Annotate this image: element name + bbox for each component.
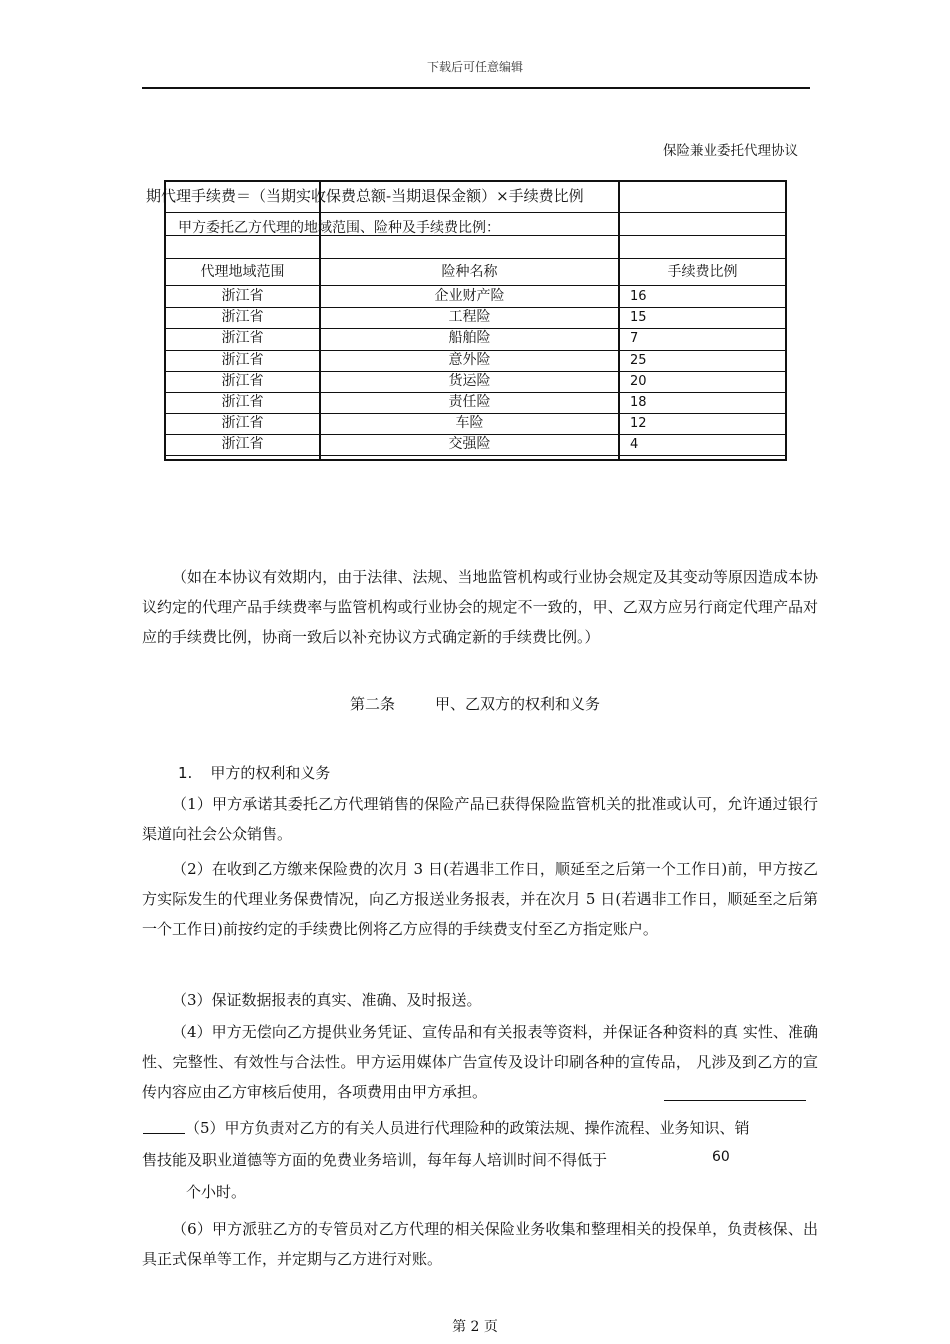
header-note: 下载后可任意编辑 xyxy=(426,60,523,74)
item-heading xyxy=(178,762,330,783)
cell-rate: 25 xyxy=(630,353,647,368)
fill-underline xyxy=(143,1133,185,1134)
cell-rate: 15 xyxy=(630,310,647,325)
clause-1: （1）甲方承诺其委托乙方代理销售的保险产品已获得保险监管机关的批准或认可，允许通过银行渠道向社会公众销售。 xyxy=(142,795,818,843)
header-rate: 手续费比例 xyxy=(667,264,738,280)
clause-6: （6）甲方派驻乙方的专管员对乙方代理的相关保险业务收集和整理相关的投保单，负责核保、出具正式保单等工作，并定期与乙方进行对账。 xyxy=(142,1220,818,1268)
cell-rate: 18 xyxy=(630,395,647,410)
page-number: 第 2 页 xyxy=(452,1319,498,1335)
cell-product: 货运险 xyxy=(448,373,491,389)
clause-5-line-2: 售技能及职业道德等方面的免费业务培训，每年每人培训时间不得低于 xyxy=(142,1151,608,1169)
cell-region: 浙江省 xyxy=(221,352,264,368)
cell-product: 船舶险 xyxy=(448,330,491,346)
clause-2: （2）在收到乙方缴来保险费的次月 3 日(若遇非工作日，顺延至之后第一个工作日)前，甲方按乙方实际发生的代理业务保费情况，向乙方报送业务报表，并在次月 5 日(若遇非工作日，顺延至之后第一个工作日)前按约定的手续费比例将乙方应得的手续费支付至乙方指定账户。 xyxy=(142,860,818,938)
header-divider xyxy=(142,87,810,89)
cell-product: 企业财产险 xyxy=(434,288,505,304)
clause-5-line-1: （5）甲方负责对乙方的有关人员进行代理险种的政策法规、操作流程、业务知识、销 xyxy=(185,1119,750,1137)
cell-product: 交强险 xyxy=(448,436,491,452)
cell-region: 浙江省 xyxy=(221,373,264,389)
cell-region: 浙江省 xyxy=(221,288,264,304)
fee-formula: 期代理手续费＝（当期实收保费总额-当期退保金额）×手续费比例 xyxy=(146,187,584,205)
table-row-divider xyxy=(164,212,787,213)
section-title xyxy=(0,693,950,714)
header-product: 险种名称 xyxy=(441,264,498,280)
table-row-divider xyxy=(164,258,787,259)
table-row-divider xyxy=(164,455,787,456)
cell-product: 责任险 xyxy=(448,394,491,410)
cell-rate: 12 xyxy=(630,416,647,431)
note-paragraph: （如在本协议有效期内，由于法律、法规、当地监管机构或行业协会规定及其变动等原因造成本协议约定的代理产品手续费率与监管机构或行业协会的规定不一致的，甲、乙双方应另行商定代理产品对应的手续费比例，协商一致后以补充协议方式确定新的手续费比例。） xyxy=(142,568,818,646)
section-heading: 甲、乙双方的权利和义务 xyxy=(435,695,601,713)
cell-region: 浙江省 xyxy=(221,415,264,431)
cell-region: 浙江省 xyxy=(221,394,264,410)
header-region: 代理地域范围 xyxy=(200,264,285,280)
cell-region: 浙江省 xyxy=(221,309,264,325)
cell-rate: 7 xyxy=(630,331,639,346)
cell-region: 浙江省 xyxy=(221,330,264,346)
clause-4: （4）甲方无偿向乙方提供业务凭证、宣传品和有关报表等资料，并保证各种资料的真 实性、准确性、完整性、有效性与合法性。甲方运用媒体广告宣传及设计印刷各种的宣传品， 凡涉及到乙方的宣传内容应由乙方审核后使用，各项费用由甲方承担。 xyxy=(142,1023,818,1101)
clause-3: （3）保证数据报表的真实、准确、及时报送。 xyxy=(172,991,482,1009)
table-caption: 甲方委托乙方代理的地域范围、险种及手续费比例： xyxy=(178,220,500,236)
fill-underline xyxy=(664,1100,806,1101)
cell-product: 车险 xyxy=(455,415,484,431)
cell-rate: 16 xyxy=(630,289,647,304)
cell-rate: 4 xyxy=(630,437,639,452)
training-hours: 60 xyxy=(712,1149,730,1165)
cell-rate: 20 xyxy=(630,374,647,389)
cell-product: 意外险 xyxy=(448,352,491,368)
cell-product: 工程险 xyxy=(448,309,491,325)
document-title: 保险兼业委托代理协议 xyxy=(663,143,798,159)
item-title: 甲方的权利和义务 xyxy=(210,764,331,782)
table-column-divider xyxy=(618,180,620,461)
section-number: 第二条 xyxy=(349,695,395,713)
clause-5-line-3: 个小时。 xyxy=(186,1183,247,1201)
cell-region: 浙江省 xyxy=(221,436,264,452)
item-number: 1. xyxy=(178,764,193,782)
